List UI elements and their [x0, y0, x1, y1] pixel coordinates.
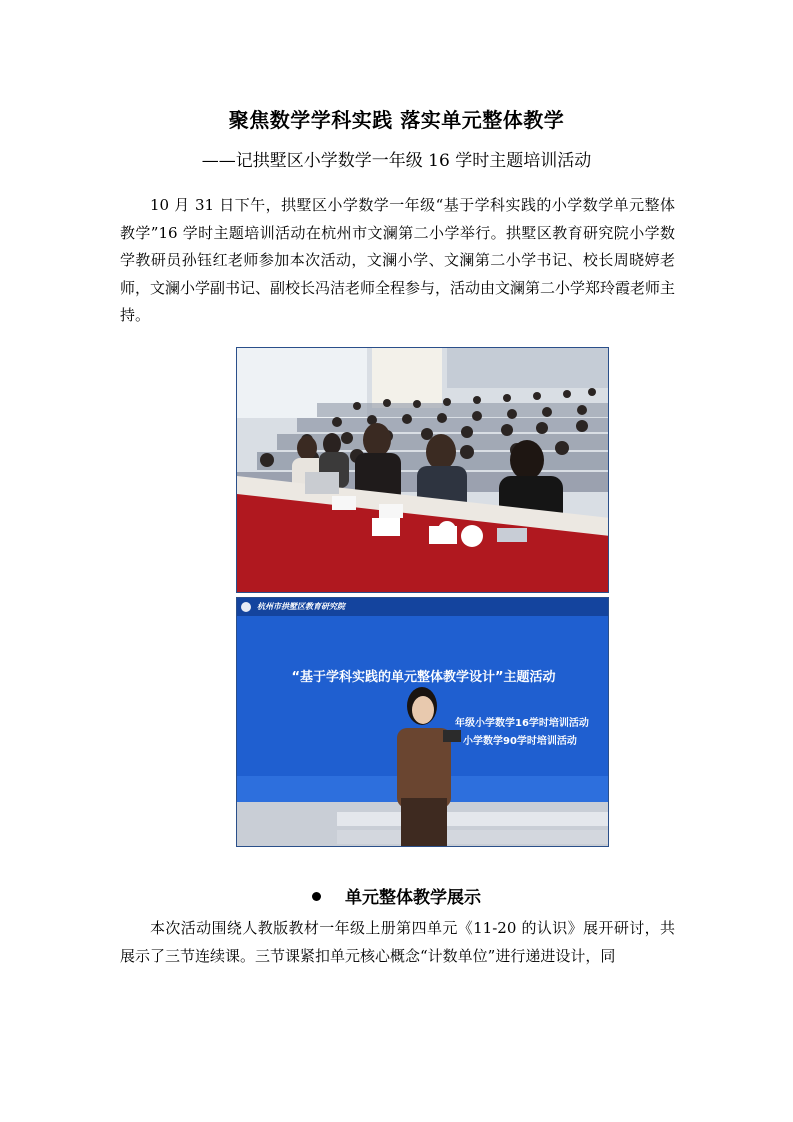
page-title: 聚焦数学学科实践 落实单元整体教学	[228, 108, 565, 132]
page-subtitle: ——记拱墅区小学数学一年级 16 学时主题培训活动	[201, 151, 592, 171]
screen-title: “基于学科实践的单元整体教学设计”主题活动	[291, 670, 556, 685]
speaker-screen-photo	[236, 597, 609, 847]
section-heading	[0, 883, 793, 908]
screen-line-1: 年级小学数学16学时培训活动	[455, 718, 589, 729]
institute-logo-text: 杭州市拱墅区教育研究院	[257, 602, 345, 611]
section-heading-text: 单元整体教学展示	[345, 888, 481, 908]
screen-line-2: 小学数学90学时培训活动	[463, 736, 577, 747]
meeting-audience-photo	[236, 347, 609, 593]
intro-paragraph: 10 月 31 日下午，拱墅区小学数学一年级“基于学科实践的小学数学单元整体教学”16 学时主题培训活动在杭州市文澜第二小学举行。拱墅区教育研究院小学数学教研员孙钰红老师参加本次活动，文澜小学、文澜第二小学书记、校长周晓婷老师，文澜小学副书记、副校长冯洁老师全程参与，活动由文澜第二小学郑玲霞老师主持。	[120, 196, 676, 324]
demo-paragraph: 本次活动围绕人教版教材一年级上册第四单元《11-20 的认识》展开研讨，共展示了三节连续课。三节课紧扣单元核心概念“计数单位”进行递进设计，同	[120, 919, 675, 965]
bullet-icon	[312, 892, 321, 901]
